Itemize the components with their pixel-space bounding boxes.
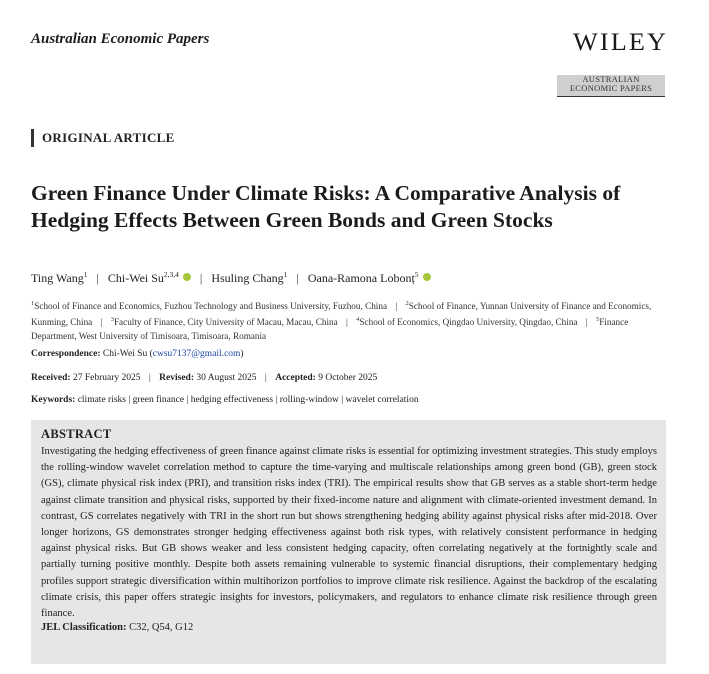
affiliation: Finance Department, West University of Timisoara, Timisoara, Romania bbox=[31, 317, 629, 342]
orcid-icon[interactable] bbox=[183, 273, 191, 281]
article-type: ORIGINAL ARTICLE bbox=[31, 129, 175, 147]
jel-classification bbox=[41, 622, 657, 633]
orcid-icon[interactable] bbox=[423, 273, 431, 281]
received-label: Received: bbox=[31, 373, 71, 383]
author-list bbox=[31, 270, 431, 286]
author-affil-sup: 5 bbox=[414, 270, 419, 279]
article-dates bbox=[31, 373, 377, 383]
journal-stamp bbox=[557, 75, 665, 97]
affil-sup: 1 bbox=[31, 300, 35, 307]
abstract-box bbox=[31, 420, 666, 664]
affil-separator: | bbox=[585, 317, 588, 328]
abstract-heading: ABSTRACT bbox=[41, 427, 112, 441]
article-title: Green Finance Under Climate Risks: A Comparative Analysis of Hedging Effects Between Green Bonds and Green Stocks bbox=[31, 181, 621, 232]
journal-name: Australian Economic Papers bbox=[31, 31, 210, 47]
stamp-line-1: AUSTRALIAN bbox=[582, 74, 640, 84]
author-separator: | bbox=[296, 271, 299, 285]
accepted-label: Accepted: bbox=[275, 373, 316, 383]
correspondence-label: Correspondence: bbox=[31, 349, 101, 359]
accepted-date: 9 October 2025 bbox=[318, 373, 378, 383]
keywords-label: Keywords: bbox=[31, 395, 76, 405]
revised-date: 30 August 2025 bbox=[196, 373, 257, 383]
affil-sup: 4 bbox=[356, 316, 360, 324]
author-name[interactable]: Hsuling Chang bbox=[211, 271, 284, 285]
affil-sup: 3 bbox=[110, 316, 114, 324]
keywords bbox=[31, 395, 419, 405]
correspondence-name: Chi-Wei Su bbox=[102, 349, 148, 359]
affil-sup: 5 bbox=[595, 316, 600, 324]
author-affil-sup: 1 bbox=[83, 270, 88, 279]
affiliation: Faculty of Finance, City University of Macau, Macau, China bbox=[113, 317, 338, 328]
jel-codes: C32, Q54, G12 bbox=[129, 622, 194, 634]
affiliation: School of Finance and Economics, Fuzhou Technology and Business University, Fuzhou, China bbox=[34, 301, 388, 312]
keywords-text: climate risks | green finance | hedging effectiveness | rolling-window | wavelet correlation bbox=[77, 395, 419, 405]
affil-separator: | bbox=[346, 317, 348, 328]
correspondence: Correspondence: Chi-Wei Su (cwsu7137@gmail.com) bbox=[31, 349, 244, 359]
jel-label: JEL Classification: bbox=[41, 622, 127, 634]
author-name[interactable]: Ting Wang bbox=[31, 271, 84, 285]
date-separator: | bbox=[264, 373, 267, 383]
author-name[interactable]: Oana-Ramona Lobonț bbox=[307, 271, 415, 285]
author-affil-sup: 1 bbox=[283, 270, 288, 279]
affil-separator: | bbox=[395, 301, 398, 312]
date-separator: | bbox=[148, 373, 151, 383]
author-separator: | bbox=[96, 271, 99, 285]
stamp-line-2: ECONOMIC PAPERS bbox=[569, 83, 653, 93]
correspondence-email-link[interactable]: cwsu7137@gmail.com bbox=[152, 349, 241, 359]
revised-label: Revised: bbox=[159, 373, 194, 383]
publisher-logo: WILEY bbox=[573, 29, 669, 56]
affil-sup: 2 bbox=[405, 300, 409, 307]
abstract-body: Investigating the hedging effectiveness of green finance against climate risks is essential for optimizing investment strategies. This study employs the rolling-window wavelet correlation method to capture the time-varying and multiscale relationships among green bond (GB), green stock (GS), climate physical risk index (PRI), and transition risks index (TRI). The empirical results show that GB serves as a stable short-term hedge against climate transition and physical risks, supported by their fixed-income nature and alignment with climate-oriented investment demand. In contrast, GS correlates negatively with TRI in the short run but shows strengthening hedging ability against physical risks after mid-2018. Over longer horizons, GS demonstrates stronger hedging effectiveness against both risk types, with relatively consistent performance in hedging against physical risks. But GB shows weaker and less consistent hedging capacity, often correlating negatively at the fortnightly scale and partially turning positive monthly. Despite both assets remaining vulnerable to systemic financial disruptions, their complementary hedging profiles support strategic diversification within multihorizon portfolios to improve climate risk resilience. Against the backdrop of the escalating climate crisis, this paper offers strategic insights for investors, policymakers, and regulators to enhance climate risk resilience through green finance. bbox=[41, 446, 657, 620]
author-name[interactable]: Chi-Wei Su bbox=[107, 271, 164, 285]
affil-separator: | bbox=[100, 317, 103, 328]
affiliation: School of Finance, Yunnan University of Finance and Economics, Kunming, China bbox=[31, 301, 652, 328]
author-separator: | bbox=[199, 271, 203, 285]
author-affil-sup: 2,3,4 bbox=[163, 270, 179, 279]
received-date: 27 February 2025 bbox=[72, 373, 141, 383]
affiliation: School of Economics, Qingdao University, Qingdao, China bbox=[359, 317, 578, 328]
affiliations bbox=[31, 297, 661, 343]
